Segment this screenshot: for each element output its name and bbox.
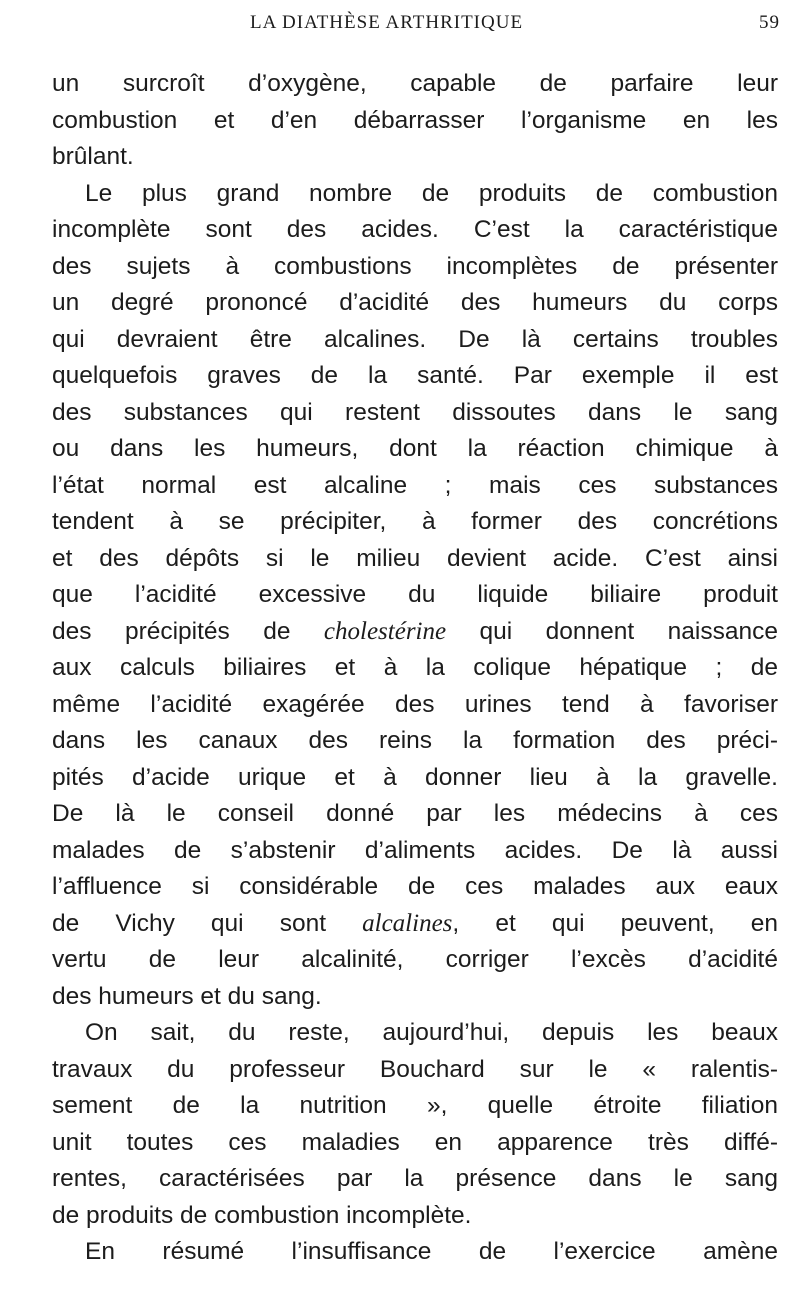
text-segment: de Vichy qui sont [52, 909, 363, 937]
text-line: brûlant. [52, 143, 134, 170]
text-line: malades de s’abstenir d’aliments acides. De là aussi [52, 836, 778, 864]
text-line: un surcroît d’oxygène, capable de parfaire leur [52, 70, 778, 97]
text-line: des humeurs et du sang. [52, 982, 322, 1010]
text-line: quelquefois graves de la santé. Par exemple il est [52, 362, 778, 389]
italic-term: cholestérine [323, 617, 447, 645]
text-segment: des précipités de [52, 617, 324, 645]
text-line: des substances qui restent dissoutes dans le sang [52, 398, 778, 426]
text-line [52, 906, 778, 943]
text-line: pités d’acide urique et à donner lieu à la gravelle. [52, 763, 778, 791]
text-line: De là le conseil donné par les médecins à ces [52, 800, 778, 827]
text-line: Le plus grand nombre de produits de combustion [85, 179, 778, 207]
text-line: combustion et d’en débarrasser l’organisme en les [52, 106, 778, 134]
text-line: que l’acidité excessive du liquide biliaire produit [52, 581, 778, 608]
text-line: des sujets à combustions incomplètes de présenter [52, 252, 778, 280]
text-line: ou dans les humeurs, dont la réaction chimique à [52, 435, 778, 462]
text-line: l’affluence si considérable de ces malades aux eaux [52, 873, 778, 900]
text-line: rentes, caractérisées par la présence dans le sang [52, 1165, 778, 1192]
text-line: même l’acidité exagérée des urines tend à favoriser [52, 690, 778, 718]
text-line [52, 614, 778, 651]
text-line: En résumé l’insuffisance de l’exercice amène [85, 1238, 778, 1265]
page-header [60, 12, 780, 42]
text-line: qui devraient être alcalines. De là certains troubles [52, 325, 778, 353]
text-segment: , et qui peuvent, en [452, 909, 778, 937]
text-line: On sait, du reste, aujourd’hui, depuis les beaux [85, 1019, 778, 1046]
text-line: vertu de leur alcalinité, corriger l’excès d’acidité [52, 946, 778, 973]
running-title: LA DIATHÈSE ARTHRITIQUE [250, 12, 524, 33]
text-line: et des dépôts si le milieu devient acide. C’est ainsi [52, 544, 778, 572]
italic-term: alcalines [362, 909, 453, 937]
text-line: incomplète sont des acides. C’est la caractéristique [52, 216, 778, 243]
text-segment: qui donnent naissance [446, 617, 778, 645]
text-line: unit toutes ces maladies en apparence très diffé- [52, 1128, 778, 1156]
text-line: sement de la nutrition », quelle étroite filiation [52, 1092, 778, 1119]
text-line: aux calculs biliaires et à la colique hépatique ; de [52, 654, 778, 681]
text-line: tendent à se précipiter, à former des concrétions [52, 508, 778, 535]
text-line: dans les canaux des reins la formation des préci- [52, 727, 778, 754]
text-line: l’état normal est alcaline ; mais ces substances [52, 471, 778, 499]
text-line: de produits de combustion incomplète. [52, 1201, 472, 1229]
body-text [52, 66, 778, 1271]
text-line: un degré prononcé d’acidité des humeurs du corps [52, 289, 778, 316]
text-line: travaux du professeur Bouchard sur le « ralentis- [52, 1055, 778, 1083]
page-number: 59 [759, 12, 780, 33]
